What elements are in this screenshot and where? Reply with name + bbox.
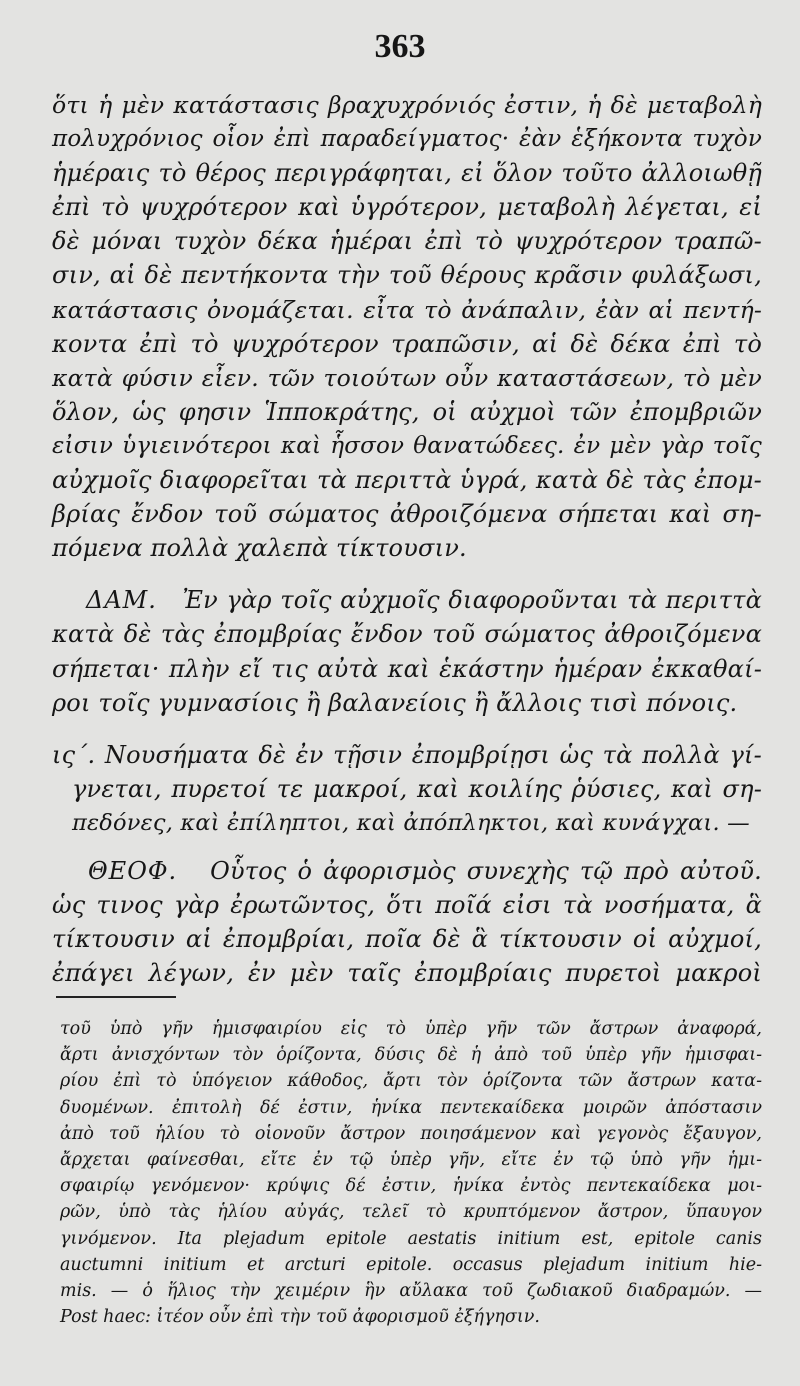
aphorism-first-line	[52, 738, 762, 772]
text-line: πολυχρόνιος οἷον ἐπὶ παραδείγματος· ἐὰν ἑξήκοντα τυχὸν	[52, 126, 762, 153]
footnotes	[60, 1016, 762, 1330]
main-text	[52, 88, 762, 990]
speaker-dam: ΔΑΜ.	[86, 586, 157, 615]
text-line: κατὰ δὲ τὰς ἐπομβρίας ἔνδον τοῦ σώματος ἀθροιζόμενα	[52, 620, 762, 649]
dam-text: Ἐν γὰρ τοῖς αὐχμοῖς διαφοροῦνται τὰ περιττὰ	[182, 586, 762, 615]
theoph-text: Οὗτος ὁ ἀφορισμὸς συνεχὴς τῷ πρὸ αὐτοῦ.	[210, 856, 762, 885]
text-line: βρίας ἔνδον τοῦ σώματος ἀθροιζόμενα σήπεται καὶ ση-	[52, 500, 762, 529]
text-line: τίκτουσιν αἱ ἐπομβρίαι, ποῖα δὲ ἃ τίκτουσιν οἱ αὐχμοί,	[52, 925, 762, 954]
text-line: γνεται, πυρετοί τε μακροί, καὶ κοιλίης ῥύσιες, καὶ ση-	[72, 774, 762, 803]
footnote-line: mis. — ὁ ἥλιος τὴν χειμέριν ἣν αὔλακα τοῦ ζωδιακοῦ διαδραμών. —	[60, 1280, 762, 1301]
text-line: κατὰ φύσιν εἶεν. τῶν τοιούτων οὖν καταστάσεων, τὸ μὲν	[52, 363, 762, 392]
footnote-line: σφαιρίῳ γενόμενον· κρύψις δέ ἐστιν, ἡνίκα ἐντὸς πεντεκαίδεκα μοι-	[60, 1176, 762, 1197]
text-line: ὅλον, ὡς φησιν Ἱπποκράτης, οἱ αὐχμοὶ τῶν ἐπομβριῶν	[52, 397, 762, 426]
paragraph-theoph	[52, 854, 762, 990]
footnote-line: γινόμενον. Ita plejadum epitole aestatis initium est, epitole canis	[60, 1228, 762, 1249]
footnote-line: ἄρτι ἀνισχόντων τὸν ὁρίζοντα, δύσις δὲ ἡ ἀπὸ τοῦ ὑπὲρ γῆν ἡμισφαι-	[60, 1045, 762, 1066]
footnote-line: τοῦ ὑπὸ γῆν ἡμισφαιρίου εἰς τὸ ὑπὲρ γῆν τῶν ἄστρων ἀναφορά,	[60, 1019, 762, 1039]
paragraph-body	[52, 88, 762, 565]
text-line: πεδόνες, καὶ ἐπίληπτοι, καὶ ἀπόπληκτοι, καὶ κυνάγχαι. —	[72, 809, 750, 836]
footnote-line: δυομένων. ἐπιτολὴ δέ ἐστιν, ἡνίκα πεντεκαίδεκα μοιρῶν ἀπόστασιν	[60, 1097, 762, 1118]
speaker-theoph: ΘΕΟΦ.	[88, 856, 178, 885]
footnote-line: ἀπὸ τοῦ ἡλίου τὸ οἱονοῦν ἄστρον ποιησάμενον καὶ γεγονὸς ἔξαυγον,	[60, 1123, 762, 1144]
text-line: ἐπὶ τὸ ψυχρότερον καὶ ὑγρότερον, μεταβολὴ λέγεται, εἰ	[52, 193, 762, 222]
footnote-line: ρῶν, ὑπὸ τὰς ἡλίου αὐγάς, τελεῖ τὸ κρυπτόμενον ἄστρον, ὕπαυγον	[60, 1202, 762, 1223]
theoph-first-line	[52, 854, 762, 888]
text-line: δὲ μόναι τυχὸν δέκα ἡμέραι ἐπὶ τὸ ψυχρότερον τραπῶ-	[52, 227, 762, 256]
footnote-line: ἄρχεται φαίνεσθαι, εἴτε ἐν τῷ ὑπὲρ γῆν, εἴτε ἐν τῷ ὑπὸ γῆν ἡμι-	[60, 1149, 762, 1170]
text-line: κοντα ἐπὶ τὸ ψυχρότερον τραπῶσιν, αἱ δὲ δέκα ἐπὶ τὸ	[52, 329, 762, 358]
text-line: σιν, αἱ δὲ πεντήκοντα τὴν τοῦ θέρους κρᾶσιν φυλάξωσι,	[52, 261, 762, 290]
text-line: σήπεται· πλὴν εἴ τις αὐτὰ καὶ ἑκάστην ἡμέραν ἐκκαθαί-	[52, 654, 762, 683]
page-number: 363	[374, 28, 426, 65]
text-line: πόμενα πολλὰ χαλεπὰ τίκτουσιν.	[52, 534, 467, 563]
text-line: ὡς τινος γὰρ ἐρωτῶντος, ὅτι ποῖά εἰσι τὰ νοσήματα, ἃ	[52, 891, 762, 920]
aphorism-text: Νουσήματα δὲ ἐν τῇσιν ἐπομβρίῃσι ὡς τὰ πολλὰ γί-	[104, 740, 762, 769]
aphorism-number: ις΄.	[52, 740, 96, 769]
footnote-rule	[56, 996, 176, 998]
paragraph-dam	[52, 583, 762, 719]
dam-first-line	[52, 583, 762, 617]
text-line: αὐχμοῖς διαφορεῖται τὰ περιττὰ ὑγρά, κατὰ δὲ τὰς ἐπομ-	[52, 466, 762, 495]
text-line: ὅτι ἡ μὲν κατάστασις βραχυχρόνιός ἐστιν, ἡ δὲ μεταβολὴ	[52, 91, 762, 119]
text-line: κατάστασις ὀνομάζεται. εἶτα τὸ ἀνάπαλιν, ἐὰν αἱ πεντή-	[52, 295, 762, 324]
text-line: εἰσιν ὑγιεινότεροι καὶ ἧσσον θανατώδεες. ἐν μὲν γὰρ τοῖς	[52, 432, 762, 459]
text-line: ἐπάγει λέγων, ἐν μὲν ταῖς ἐπομβρίαις πυρετοὶ μακροὶ	[52, 959, 762, 988]
text-line: ροι τοῖς γυμνασίοις ἢ βαλανείοις ἢ ἄλλοις τισὶ πόνοις.	[52, 688, 738, 717]
text-line: ἡμέραις τὸ θέρος περιγράφηται, εἰ ὅλον τοῦτο ἀλλοιωθῇ	[52, 159, 762, 188]
paragraph-aphorism	[52, 738, 762, 840]
footnote-line: ρίου ἐπὶ τὸ ὑπόγειον κάθοδος, ἄρτι τὸν ὁρίζοντα τῶν ἄστρων κατα-	[60, 1071, 762, 1092]
footnote-line: Post haec: ἰτέον οὖν ἐπὶ τὴν τοῦ ἀφορισμοῦ ἐξήγησιν.	[60, 1307, 540, 1328]
footnote-line: auctumni initium et arcturi epitole. occasus plejadum initium hie-	[60, 1254, 762, 1275]
